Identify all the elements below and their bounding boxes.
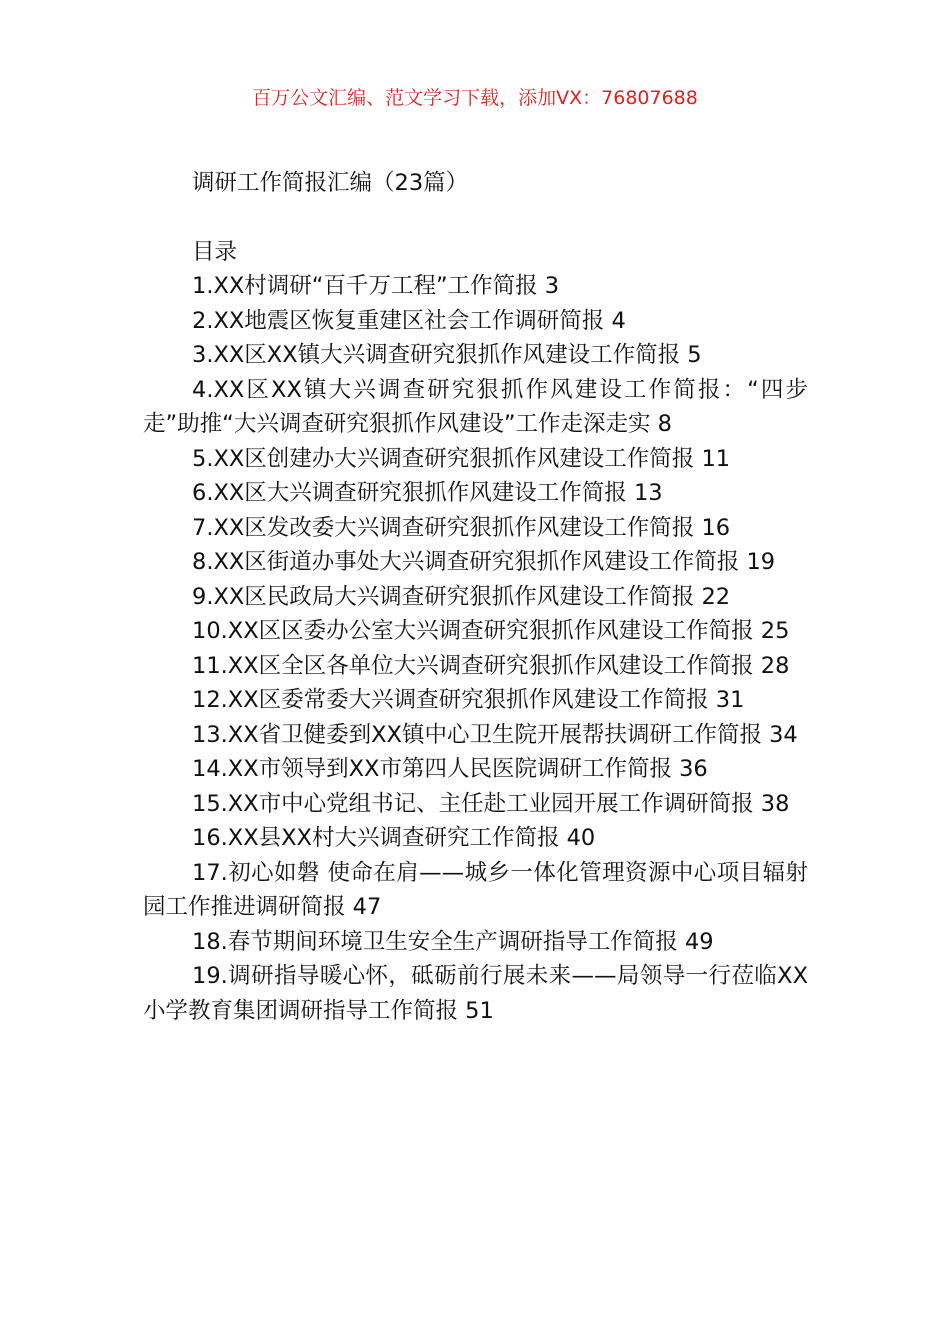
toc-entry-title: 12.XX区委常委大兴调查研究狠抓作风建设工作简报 <box>192 687 709 713</box>
toc-entry <box>143 545 808 580</box>
toc-entry <box>143 718 808 753</box>
toc-entry-title: 10.XX区区委办公室大兴调查研究狠抓作风建设工作简报 <box>192 618 754 644</box>
toc-entry-title: 14.XX市领导到XX市第四人民医院调研工作简报 <box>192 756 672 782</box>
toc-entry-title: 13.XX省卫健委到XX镇中心卫生院开展帮扶调研工作简报 <box>192 721 762 748</box>
toc-entry-page: 51 <box>465 997 494 1024</box>
document-body <box>143 166 808 1028</box>
header-banner: 百万公文汇编、范文学习下载，添加VX：76807688 <box>252 87 698 109</box>
toc-heading: 目录 <box>192 238 238 265</box>
toc-entry <box>143 752 808 787</box>
toc-entry <box>143 580 808 615</box>
toc-entry-title: 3.XX区XX镇大兴调查研究狠抓作风建设工作简报 <box>192 342 681 368</box>
toc-entry <box>143 787 808 822</box>
toc-entry-title: 2.XX地震区恢复重建区社会工作调研简报 <box>192 307 605 334</box>
toc-entry <box>143 614 808 649</box>
toc-entry-title: 8.XX区街道办事处大兴调查研究狠抓作风建设工作简报 <box>192 549 740 575</box>
toc-entry-page: 5 <box>687 342 702 368</box>
toc-entry <box>143 649 808 684</box>
toc-entry-page: 25 <box>760 618 790 644</box>
toc-entry-page: 3 <box>544 273 560 299</box>
toc-entry-title: 9.XX区民政局大兴调查研究狠抓作风建设工作简报 <box>192 583 695 610</box>
toc-entry <box>143 338 808 373</box>
toc-entry-page: 4 <box>611 307 626 334</box>
toc-entry-page: 16 <box>701 514 731 541</box>
toc-entry-page: 31 <box>715 687 745 713</box>
document-title: 调研工作简报汇编（23篇） <box>192 170 469 196</box>
toc-entry-page: 47 <box>352 894 382 920</box>
toc-entry <box>143 442 808 477</box>
toc-entry-page: 40 <box>566 825 596 851</box>
toc-entry-title: 17.初心如磐 使命在肩——城乡一体化管理资源中心项目辐射园工作推进调研简报 <box>143 859 808 920</box>
toc-entry-title: 18.春节期间环境卫生安全生产调研指导工作简报 <box>192 928 678 955</box>
toc-entry-title: 11.XX区全区各单位大兴调查研究狠抓作风建设工作简报 <box>192 652 754 679</box>
toc-entry <box>143 959 808 1028</box>
toc-entry-page: 34 <box>769 721 798 748</box>
toc-entry-page: 28 <box>760 652 790 679</box>
toc-entry <box>143 476 808 511</box>
toc-entry-page: 8 <box>657 411 672 437</box>
toc-entry <box>143 856 808 925</box>
toc-entry <box>143 821 808 856</box>
toc-entry-title: 5.XX区创建办大兴调查研究狠抓作风建设工作简报 <box>192 445 695 472</box>
toc-entry-page: 19 <box>746 549 776 575</box>
toc-entry-page: 38 <box>760 790 790 817</box>
toc-entry-title: 15.XX市中心党组书记、主任赴工业园开展工作调研简报 <box>192 790 754 817</box>
toc-entry <box>143 683 808 718</box>
toc-entry-title: 7.XX区发改委大兴调查研究狠抓作风建设工作简报 <box>192 514 695 541</box>
toc-list <box>143 269 808 1028</box>
toc-entry <box>143 925 808 960</box>
toc-entry-page: 11 <box>701 445 731 472</box>
toc-entry-title: 19.调研指导暖心怀，砥砺前行展未来——局领导一行莅临XX小学教育集团调研指导工作简报 <box>143 963 808 1024</box>
toc-entry <box>143 304 808 339</box>
toc-entry-page: 49 <box>684 928 714 955</box>
toc-entry <box>143 511 808 546</box>
toc-entry-page: 13 <box>633 480 663 506</box>
toc-entry <box>143 373 808 442</box>
toc-entry-title: 6.XX区大兴调查研究狠抓作风建设工作简报 <box>192 480 627 506</box>
toc-entry-title: 16.XX县XX村大兴调查研究工作简报 <box>192 825 560 851</box>
toc-entry-title: 4.XX区XX镇大兴调查研究狠抓作风建设工作简报：“四步走”助推“大兴调查研究狠抓作风建设”工作走深走实 <box>143 376 808 437</box>
toc-entry-page: 22 <box>701 583 731 610</box>
toc-entry <box>143 269 808 304</box>
toc-entry-page: 36 <box>679 756 708 782</box>
toc-entry-title: 1.XX村调研“百千万工程”工作简报 <box>192 273 538 299</box>
